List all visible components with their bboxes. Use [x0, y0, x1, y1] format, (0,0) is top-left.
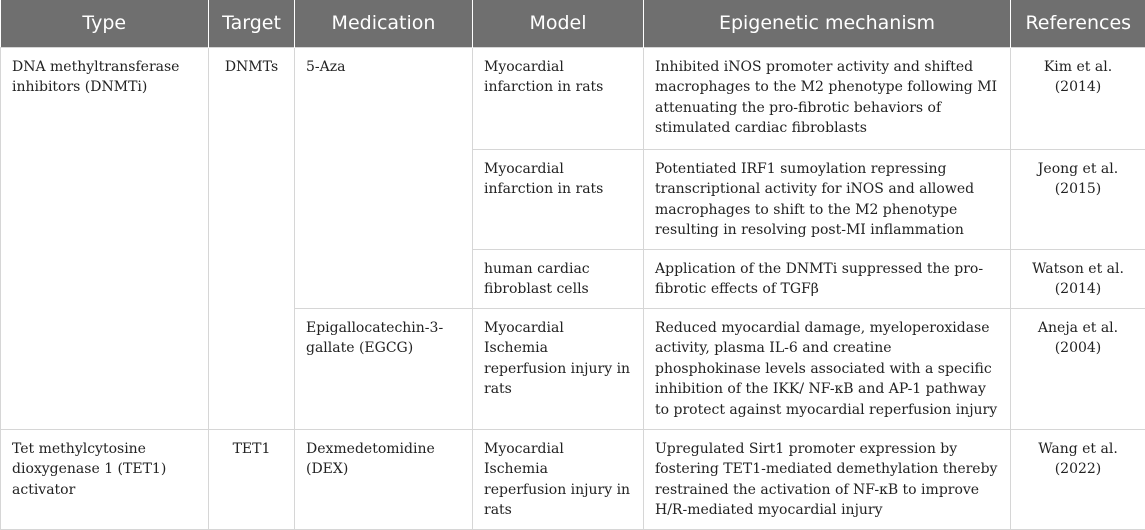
- table-row: [1, 47, 1145, 149]
- model-cell: Myocardial Ischemia reperfusion injury in rats: [473, 308, 644, 429]
- mechanism-cell: Upregulated Sirt1 promoter expression by fostering TET1-mediated demethylation thereby restrained the activation of NF-κB to improve H/R-mediated myocardial injury: [644, 429, 1011, 529]
- medication-cell: 5-Aza: [295, 47, 473, 308]
- header-model: Model: [473, 0, 644, 47]
- target-cell: DNMTs: [209, 47, 295, 429]
- model-cell: Myocardial infarction in rats: [473, 47, 644, 149]
- medication-cell: Dexmedetomidine (DEX): [295, 429, 473, 529]
- type-cell: DNA methyltransferase inhibitors (DNMTi): [1, 47, 209, 429]
- header-medication: Medication: [295, 0, 473, 47]
- table-row: [1, 429, 1145, 529]
- model-cell: Myocardial Ischemia reperfusion injury in rats: [473, 429, 644, 529]
- reference-cell: Kim et al. (2014): [1011, 47, 1145, 149]
- mechanism-cell: Potentiated IRF1 sumoylation repressing transcriptional activity for iNOS and allowed macrophages to shift to the M2 phenotype resulting in resolving post-MI inflammation: [644, 149, 1011, 249]
- reference-cell: Jeong et al. (2015): [1011, 149, 1145, 249]
- reference-cell: Wang et al. (2022): [1011, 429, 1145, 529]
- reference-cell: Watson et al. (2014): [1011, 249, 1145, 308]
- header-epigenetic-mechanism: Epigenetic mechanism: [644, 0, 1011, 47]
- reference-cell: Aneja et al. (2004): [1011, 308, 1145, 429]
- model-cell: human cardiac fibroblast cells: [473, 249, 644, 308]
- type-cell: Tet methylcytosine dioxygenase 1 (TET1) activator: [1, 429, 209, 529]
- header-row: [1, 0, 1145, 47]
- mechanism-cell: Reduced myocardial damage, myeloperoxidase activity, plasma IL-6 and creatine phosphokinase levels associated with a specific inhibition of the IKK/ NF-κB and AP-1 pathway to protect against myocardial reperfusion injury: [644, 308, 1011, 429]
- header-type: Type: [1, 0, 209, 47]
- medication-cell: Epigallocatechin-3-gallate (EGCG): [295, 308, 473, 429]
- mechanism-cell: Application of the DNMTi suppressed the pro-fibrotic effects of TGFβ: [644, 249, 1011, 308]
- target-cell: TET1: [209, 429, 295, 529]
- mechanism-cell: Inhibited iNOS promoter activity and shifted macrophages to the M2 phenotype following MI attenuating the pro-fibrotic behaviors of stimulated cardiac fibroblasts: [644, 47, 1011, 149]
- header-target: Target: [209, 0, 295, 47]
- model-cell: Myocardial infarction in rats: [473, 149, 644, 249]
- header-references: References: [1011, 0, 1145, 47]
